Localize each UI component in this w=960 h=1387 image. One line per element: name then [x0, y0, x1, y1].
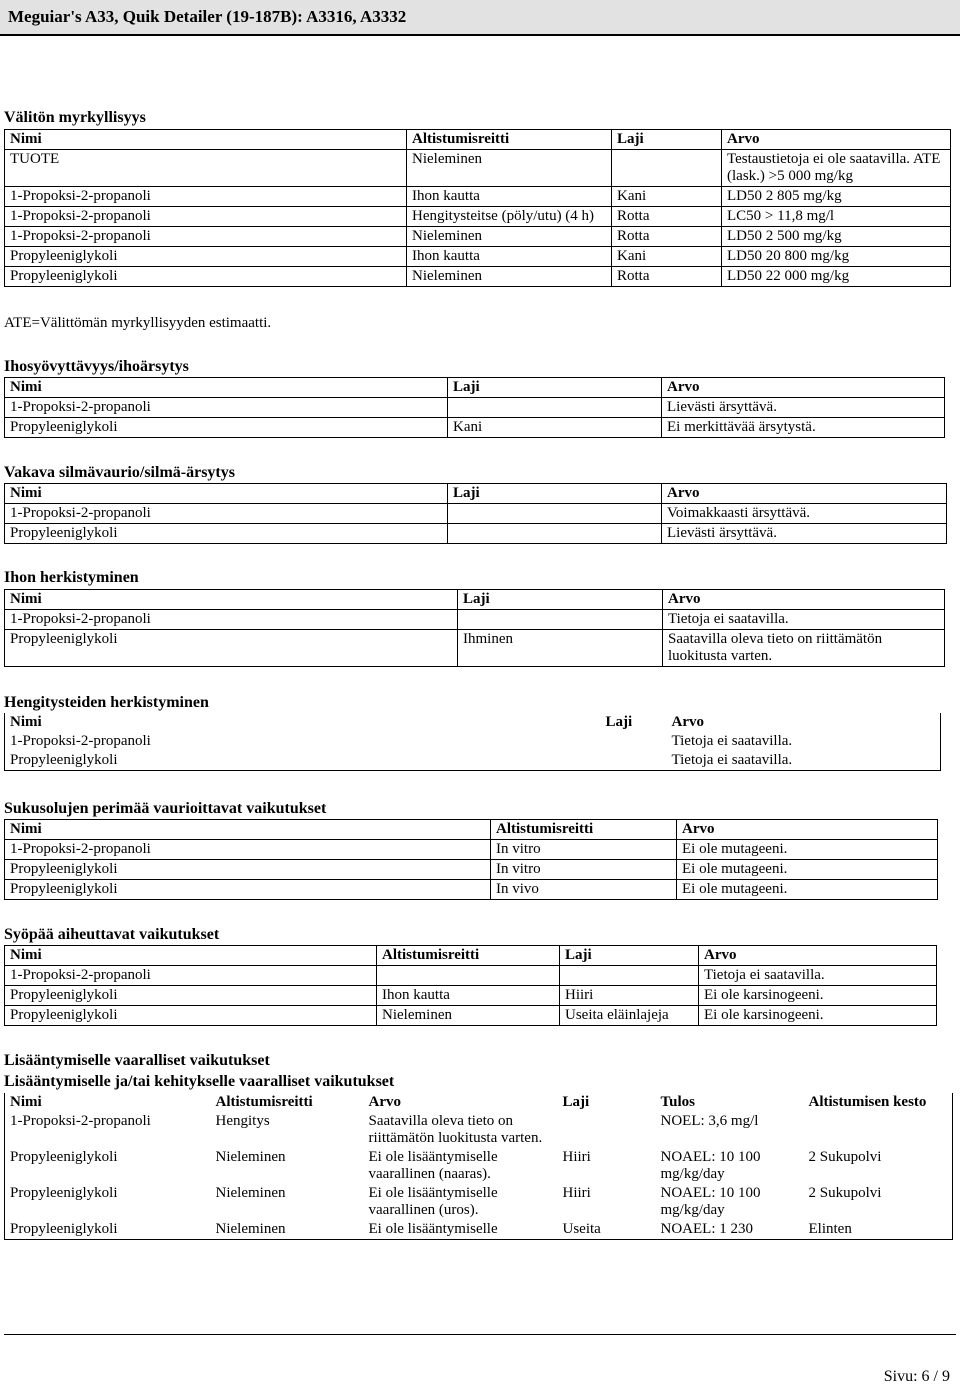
table-cell: LD50 20 800 mg/kg — [722, 247, 951, 267]
table-row — [5, 1184, 953, 1220]
table-cell: Propyleeniglykoli — [5, 1220, 211, 1240]
table-cell: Rotta — [612, 207, 722, 227]
table-cell: NOAEL: 10 100 mg/kg/day — [660, 1185, 761, 1218]
column-header: Arvo — [662, 378, 945, 398]
mutagenicity-table — [4, 819, 938, 900]
table-header-row — [5, 1093, 953, 1112]
table-cell: In vitro — [491, 860, 677, 880]
table-cell: In vivo — [491, 880, 677, 900]
table-cell: Nieleminen — [215, 1149, 286, 1165]
skin-sensitisation-table — [4, 589, 945, 667]
table-cell: Lievästi ärsyttävä. — [662, 524, 947, 544]
table-header-row — [5, 484, 947, 504]
respiratory-sensitisation-table — [4, 713, 941, 771]
column-header: Nimi — [5, 820, 491, 840]
table-cell: Propyleeniglykoli — [5, 267, 407, 287]
table-row — [5, 732, 941, 751]
table-cell: Lievästi ärsyttävä. — [662, 398, 945, 418]
table-cell: LC50 > 11,8 mg/l — [722, 207, 951, 227]
table-cell: Tietoja ei saatavilla. — [667, 732, 941, 751]
column-header: Nimi — [5, 484, 448, 504]
column-header: Nimi — [5, 130, 407, 150]
table-cell: Nieleminen — [211, 1220, 364, 1240]
table-row — [5, 630, 945, 667]
table-cell: 2 Sukupolvi — [804, 1148, 953, 1184]
column-header: Altistumisreitti — [215, 1094, 313, 1110]
table-cell: 1-Propoksi-2-propanoli — [5, 207, 407, 227]
table-cell: Ei ole karsinogeeni. — [699, 1006, 937, 1026]
table-row — [5, 1112, 953, 1148]
column-header: Laji — [560, 946, 699, 966]
table-row — [5, 751, 941, 771]
table-cell: In vitro — [491, 840, 677, 860]
table-cell: NOAEL: 1 230 — [656, 1220, 804, 1240]
table-cell: 1-Propoksi-2-propanoli — [5, 610, 458, 630]
table-row — [5, 267, 951, 287]
table-cell: Tietoja ei saatavilla. — [699, 966, 937, 986]
table-row — [5, 1220, 953, 1240]
table-cell: 1-Propoksi-2-propanoli — [5, 504, 448, 524]
table-row — [5, 504, 947, 524]
table-cell: Ihon kautta — [407, 247, 612, 267]
column-header: Laji — [448, 378, 662, 398]
table-cell: Saatavilla oleva tieto on riittämätön luokitusta varten. — [368, 1113, 543, 1146]
section-title-reproductive-toxicity: Lisääntymiselle vaaralliset vaikutukset — [4, 1052, 270, 1069]
reproductive-toxicity-table — [4, 1093, 953, 1240]
table-row — [5, 966, 937, 986]
table-cell: 1-Propoksi-2-propanoli — [5, 732, 601, 751]
skin-corrosion-table — [4, 377, 945, 438]
table-header-row — [5, 590, 945, 610]
page-number: Sivu: 6 / 9 — [883, 1368, 950, 1385]
table-cell: NOEL: 3,6 mg/l — [660, 1113, 759, 1129]
table-cell — [448, 524, 662, 544]
table-row — [5, 418, 945, 438]
acute-toxicity-table — [4, 129, 951, 287]
column-header: Laji — [562, 1094, 590, 1110]
table-row — [5, 398, 945, 418]
column-header: Nimi — [5, 713, 601, 732]
table-cell: Hiiri — [560, 986, 699, 1006]
table-cell: Useita — [558, 1220, 656, 1240]
table-cell: Ei ole mutageeni. — [677, 840, 938, 860]
column-header: Arvo — [677, 820, 938, 840]
table-cell: LD50 2 805 mg/kg — [722, 187, 951, 207]
table-row — [5, 150, 951, 187]
table-cell: Tietoja ei saatavilla. — [663, 610, 945, 630]
table-cell: Rotta — [612, 267, 722, 287]
table-cell: Hiiri — [562, 1149, 591, 1165]
table-cell — [558, 1112, 656, 1148]
table-header-row — [5, 713, 941, 732]
column-header: Arvo — [699, 946, 937, 966]
table-row — [5, 880, 938, 900]
table-cell: Tietoja ei saatavilla. — [667, 751, 941, 771]
table-cell: Kani — [612, 187, 722, 207]
column-header: Arvo — [722, 130, 951, 150]
column-header: Altistumisreitti — [377, 946, 560, 966]
table-row — [5, 860, 938, 880]
table-cell: LD50 2 500 mg/kg — [722, 227, 951, 247]
table-cell: Ihon kautta — [407, 187, 612, 207]
table-cell: Nieleminen — [407, 150, 612, 187]
table-cell: 1-Propoksi-2-propanoli — [5, 840, 491, 860]
table-cell — [377, 966, 560, 986]
document-header — [0, 0, 960, 36]
table-cell: Ei ole mutageeni. — [677, 880, 938, 900]
table-cell — [560, 966, 699, 986]
table-row — [5, 1006, 937, 1026]
table-cell: Ihminen — [458, 630, 663, 667]
table-cell: Hiiri — [562, 1185, 591, 1201]
section-title-eye-damage: Vakava silmävaurio/silmä-ärsytys — [4, 464, 235, 481]
ate-note: ATE=Välittömän myrkyllisyyden estimaatti. — [4, 315, 272, 331]
section-title-skin-corrosion: Ihosyövyttävyys/ihoärsytys — [4, 358, 189, 375]
table-cell: LD50 22 000 mg/kg — [722, 267, 951, 287]
carcinogenicity-table — [4, 945, 937, 1026]
column-header: Nimi — [5, 1093, 211, 1112]
table-cell: 1-Propoksi-2-propanoli — [5, 1112, 211, 1148]
column-header: Arvo — [663, 590, 945, 610]
column-header: Laji — [458, 590, 663, 610]
section-title-skin-sensitisation: Ihon herkistyminen — [4, 569, 139, 586]
table-cell: Ihon kautta — [377, 986, 560, 1006]
table-cell: Propyleeniglykoli — [5, 1148, 211, 1184]
table-cell: Nieleminen — [407, 267, 612, 287]
table-cell: 1-Propoksi-2-propanoli — [5, 187, 407, 207]
table-row — [5, 986, 937, 1006]
table-cell: Propyleeniglykoli — [5, 860, 491, 880]
table-cell: 1-Propoksi-2-propanoli — [5, 227, 407, 247]
table-cell: 1-Propoksi-2-propanoli — [5, 398, 448, 418]
table-cell — [601, 732, 667, 751]
table-cell: Ei merkittävää ärsytystä. — [662, 418, 945, 438]
table-cell: 2 Sukupolvi — [804, 1184, 953, 1220]
table-cell: Testaustietoja ei ole saatavilla. ATE (lask.) >5 000 mg/kg — [722, 150, 951, 187]
column-header: Altistumisen kesto — [804, 1093, 953, 1112]
table-cell: TUOTE — [5, 150, 407, 187]
table-row — [5, 610, 945, 630]
table-row — [5, 187, 951, 207]
table-header-row — [5, 820, 938, 840]
column-header: Arvo — [662, 484, 947, 504]
table-cell: Voimakkaasti ärsyttävä. — [662, 504, 947, 524]
table-cell: Hengitysteitse (pöly/utu) (4 h) — [407, 207, 612, 227]
column-header: Nimi — [5, 378, 448, 398]
table-cell: Nieleminen — [407, 227, 612, 247]
table-header-row — [5, 130, 951, 150]
column-header: Altistumisreitti — [491, 820, 677, 840]
column-header: Arvo — [368, 1094, 401, 1110]
table-cell: Propyleeniglykoli — [5, 247, 407, 267]
table-cell: Propyleeniglykoli — [5, 630, 458, 667]
table-cell: Propyleeniglykoli — [5, 1184, 211, 1220]
column-header: Nimi — [5, 946, 377, 966]
section-title-respiratory-sensitisation: Hengitysteiden herkistyminen — [4, 694, 209, 711]
section-title-acute-toxicity: Välitön myrkyllisyys — [4, 109, 146, 126]
section-title-carcinogenicity: Syöpää aiheuttavat vaikutukset — [4, 926, 220, 943]
section-title-germ-cell-mutagenicity: Sukusolujen perimää vaurioittavat vaikutukset — [4, 800, 327, 817]
table-cell: Rotta — [612, 227, 722, 247]
table-cell: Kani — [448, 418, 662, 438]
table-cell: Hengitys — [215, 1113, 270, 1129]
table-cell: Ei ole lisääntymiselle vaarallinen (naaras). — [368, 1149, 498, 1182]
table-cell: 1-Propoksi-2-propanoli — [5, 966, 377, 986]
table-cell: Elinten — [804, 1220, 953, 1240]
document-title: Meguiar's A33, Quik Detailer (19-187B): A3316, A3332 — [8, 7, 407, 26]
table-row — [5, 1148, 953, 1184]
column-header: Nimi — [5, 590, 458, 610]
table-cell: Nieleminen — [377, 1006, 560, 1026]
table-cell: Propyleeniglykoli — [5, 751, 601, 771]
table-cell — [448, 504, 662, 524]
column-header: Arvo — [667, 713, 941, 732]
table-cell: Propyleeniglykoli — [5, 418, 448, 438]
table-row — [5, 247, 951, 267]
eye-damage-table — [4, 483, 947, 544]
column-header: Laji — [612, 130, 722, 150]
table-cell: Ei ole lisääntymiselle vaarallinen (uros). — [368, 1185, 498, 1218]
column-header: Laji — [448, 484, 662, 504]
table-header-row — [5, 946, 937, 966]
table-cell: Propyleeniglykoli — [5, 880, 491, 900]
table-cell: Propyleeniglykoli — [5, 1006, 377, 1026]
table-cell — [448, 398, 662, 418]
table-cell: Propyleeniglykoli — [5, 524, 448, 544]
table-row — [5, 840, 938, 860]
table-row — [5, 227, 951, 247]
table-cell: Saatavilla oleva tieto on riittämätön luokitusta varten. — [663, 630, 945, 667]
table-cell: Propyleeniglykoli — [5, 986, 377, 1006]
table-header-row — [5, 378, 945, 398]
table-cell: Ei ole karsinogeeni. — [699, 986, 937, 1006]
footer-divider — [4, 1334, 956, 1335]
table-cell: Kani — [612, 247, 722, 267]
column-header: Laji — [605, 714, 633, 730]
column-header: Altistumisreitti — [407, 130, 612, 150]
table-cell — [612, 150, 722, 187]
table-cell: Nieleminen — [215, 1185, 286, 1201]
column-header: Tulos — [660, 1094, 695, 1110]
table-cell: Ei ole lisääntymiselle — [364, 1220, 558, 1240]
table-cell: NOAEL: 10 100 mg/kg/day — [660, 1149, 761, 1182]
table-cell — [458, 610, 663, 630]
table-row — [5, 524, 947, 544]
table-cell — [601, 751, 667, 771]
table-cell: Useita eläinlajeja — [560, 1006, 699, 1026]
section-subtitle-reproductive-developmental: Lisääntymiselle ja/tai kehitykselle vaaralliset vaikutukset — [4, 1073, 395, 1090]
table-cell — [804, 1112, 953, 1148]
table-cell: Ei ole mutageeni. — [677, 860, 938, 880]
table-row — [5, 207, 951, 227]
